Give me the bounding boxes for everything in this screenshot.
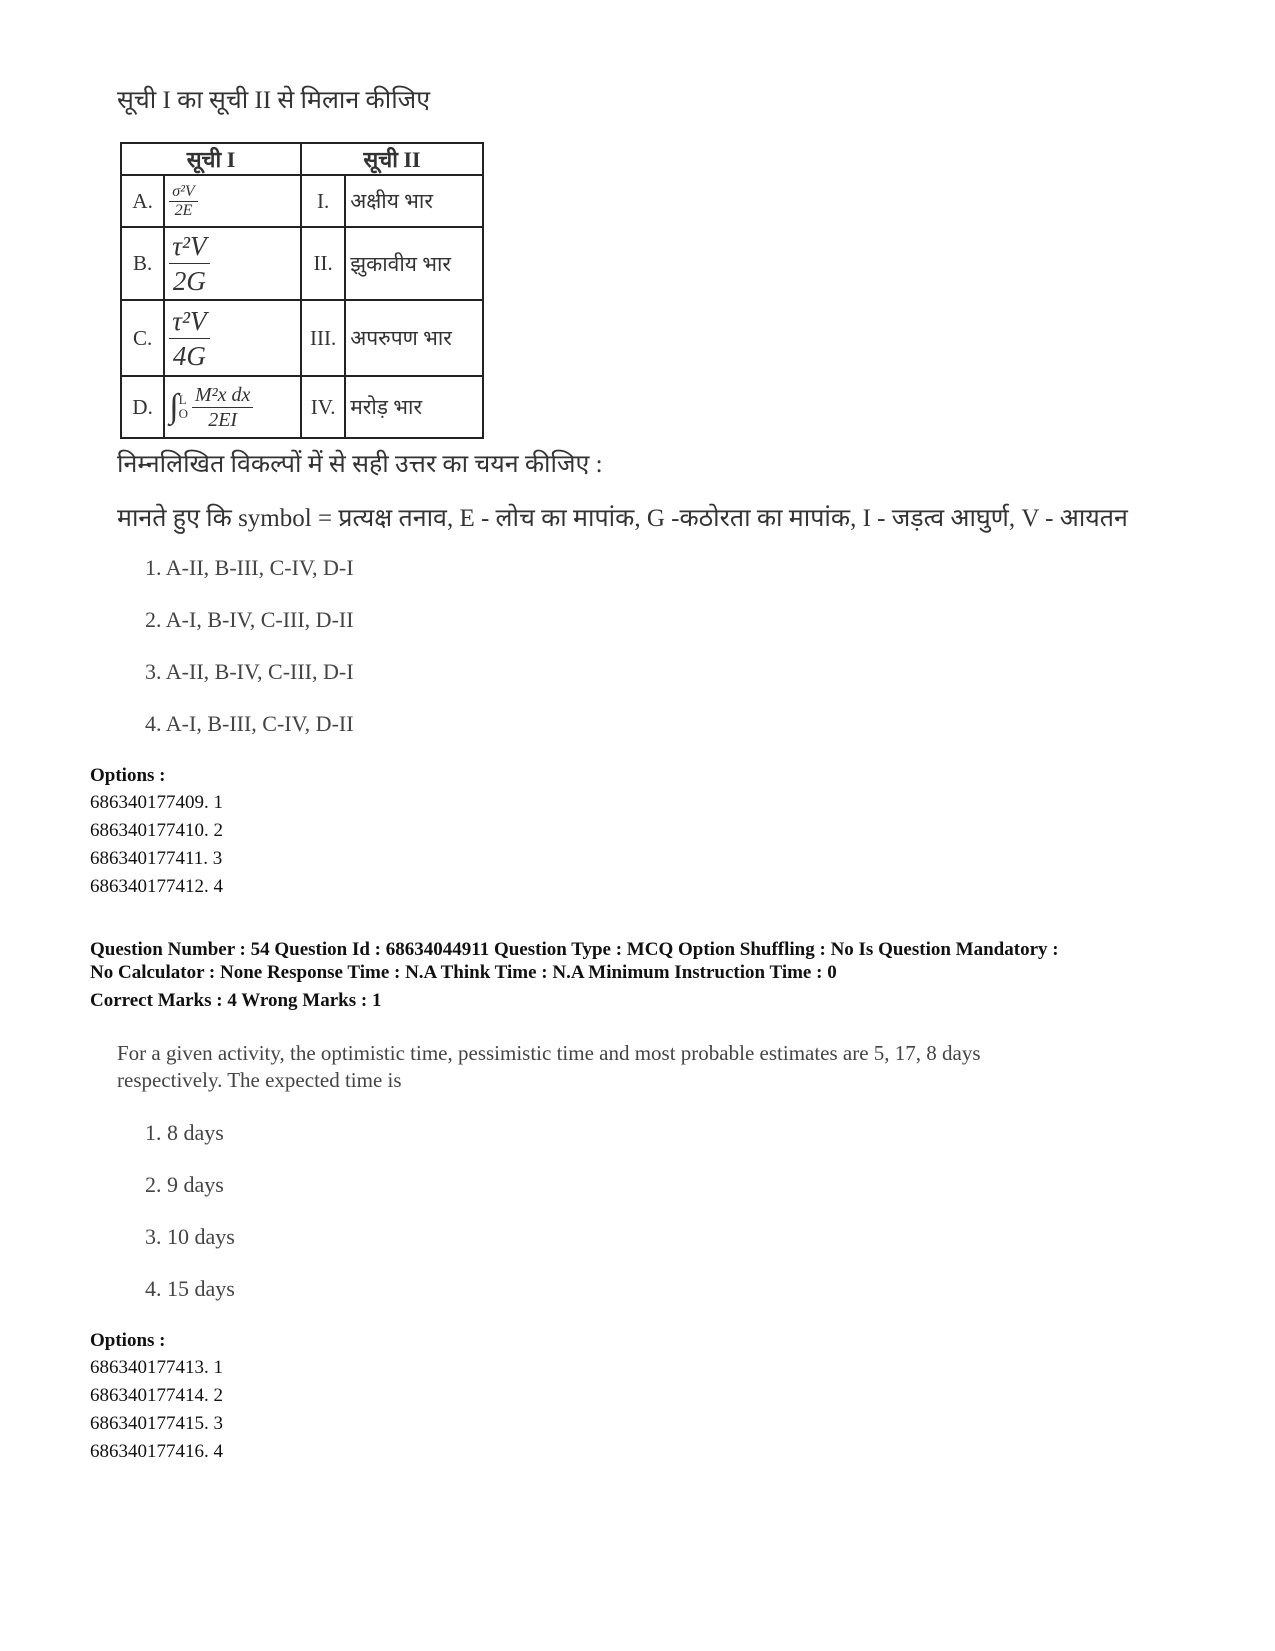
choice-item: 2. 9 days xyxy=(145,1172,224,1197)
table-header-list-2: सूची II xyxy=(301,143,483,175)
choice-item: 4. A-I, B-III, C-IV, D-II xyxy=(145,711,354,736)
choice-item: 3. A-II, B-IV, C-III, D-I xyxy=(145,659,354,684)
option-id: 686340177410. 2 xyxy=(90,820,223,841)
options-heading: Options : xyxy=(90,765,166,786)
choice-item: 2. A-I, B-IV, C-III, D-II xyxy=(145,607,354,632)
integral-lower-limit: O xyxy=(178,406,188,421)
options-heading: Options : xyxy=(90,1330,166,1351)
table-row xyxy=(121,376,483,438)
list-2-text: अक्षीय भार xyxy=(345,175,483,227)
fraction-denominator: 2EI xyxy=(208,408,238,431)
table-row xyxy=(121,227,483,300)
fraction-numerator: τ²V xyxy=(169,229,209,264)
list-2-text: मरोड़ भार xyxy=(345,376,483,438)
roman-label: II. xyxy=(301,227,345,300)
option-id: 686340177409. 1 xyxy=(90,792,223,813)
fraction-denominator: 4G xyxy=(172,340,206,371)
integral-limits xyxy=(179,393,188,421)
option-id: 686340177414. 2 xyxy=(90,1385,223,1406)
list-2-text: झुकावीय भार xyxy=(345,227,483,300)
choice-item: 1. 8 days xyxy=(145,1120,224,1145)
table-header-list-1: सूची I xyxy=(121,143,301,175)
fraction xyxy=(169,183,197,220)
q53-title: सूची I का सूची II से मिलान कीजिए xyxy=(117,87,431,114)
formula xyxy=(164,300,301,376)
roman-label: IV. xyxy=(301,376,345,438)
choice-item: 3. 10 days xyxy=(145,1224,235,1249)
question-meta-2: No Calculator : None Response Time : N.A Think Time : N.A Minimum Instruction Time : 0 xyxy=(90,962,837,983)
q53-note: मानते हुए कि symbol = प्रत्यक्ष तनाव, E - लोच का मापांक, G -कठोरता का मापांक, I - जड़त्व आघुर्ण, V - आयतन xyxy=(117,505,1128,532)
integral-upper-limit: L xyxy=(178,392,187,407)
formula xyxy=(164,376,301,438)
option-id: 686340177416. 4 xyxy=(90,1441,223,1462)
table-row xyxy=(121,300,483,376)
choice-item: 4. 15 days xyxy=(145,1276,235,1301)
roman-label: III. xyxy=(301,300,345,376)
fraction xyxy=(169,229,209,298)
fraction-numerator: σ²V xyxy=(169,183,197,202)
fraction-numerator: τ²V xyxy=(169,304,209,339)
formula xyxy=(164,175,301,227)
option-id: 686340177415. 3 xyxy=(90,1413,223,1434)
fraction-denominator: 2G xyxy=(172,266,206,296)
fraction-numerator: M²x dx xyxy=(192,383,253,408)
table-row xyxy=(121,175,483,227)
list-2-text: अपरुपण भार xyxy=(345,300,483,376)
question-text: For a given activity, the optimistic time, pessimistic time and most probable estimates are 5, 17, 8 days respectively. The expected time is xyxy=(117,1041,981,1092)
formula xyxy=(164,227,301,300)
option-id: 686340177412. 4 xyxy=(90,876,223,897)
row-label: C. xyxy=(121,300,164,376)
question-meta: Question Number : 54 Question Id : 68634044911 Question Type : MCQ Option Shuffling : No Is Question Mandatory : xyxy=(90,939,1059,960)
option-id: 686340177413. 1 xyxy=(90,1357,223,1378)
integral-sign: ∫ xyxy=(169,388,179,425)
roman-label: I. xyxy=(301,175,345,227)
row-label: A. xyxy=(121,175,164,227)
row-label: B. xyxy=(121,227,164,300)
question-marks: Correct Marks : 4 Wrong Marks : 1 xyxy=(90,990,382,1011)
match-table xyxy=(120,142,484,439)
fraction xyxy=(192,383,253,432)
row-label: D. xyxy=(121,376,164,438)
fraction-denominator: 2E xyxy=(174,201,193,219)
choice-item: 1. A-II, B-III, C-IV, D-I xyxy=(145,555,354,580)
fraction xyxy=(169,304,209,373)
q53-instruction: निम्नलिखित विकल्पों में से सही उत्तर का चयन कीजिए : xyxy=(117,451,603,478)
option-id: 686340177411. 3 xyxy=(90,848,223,869)
